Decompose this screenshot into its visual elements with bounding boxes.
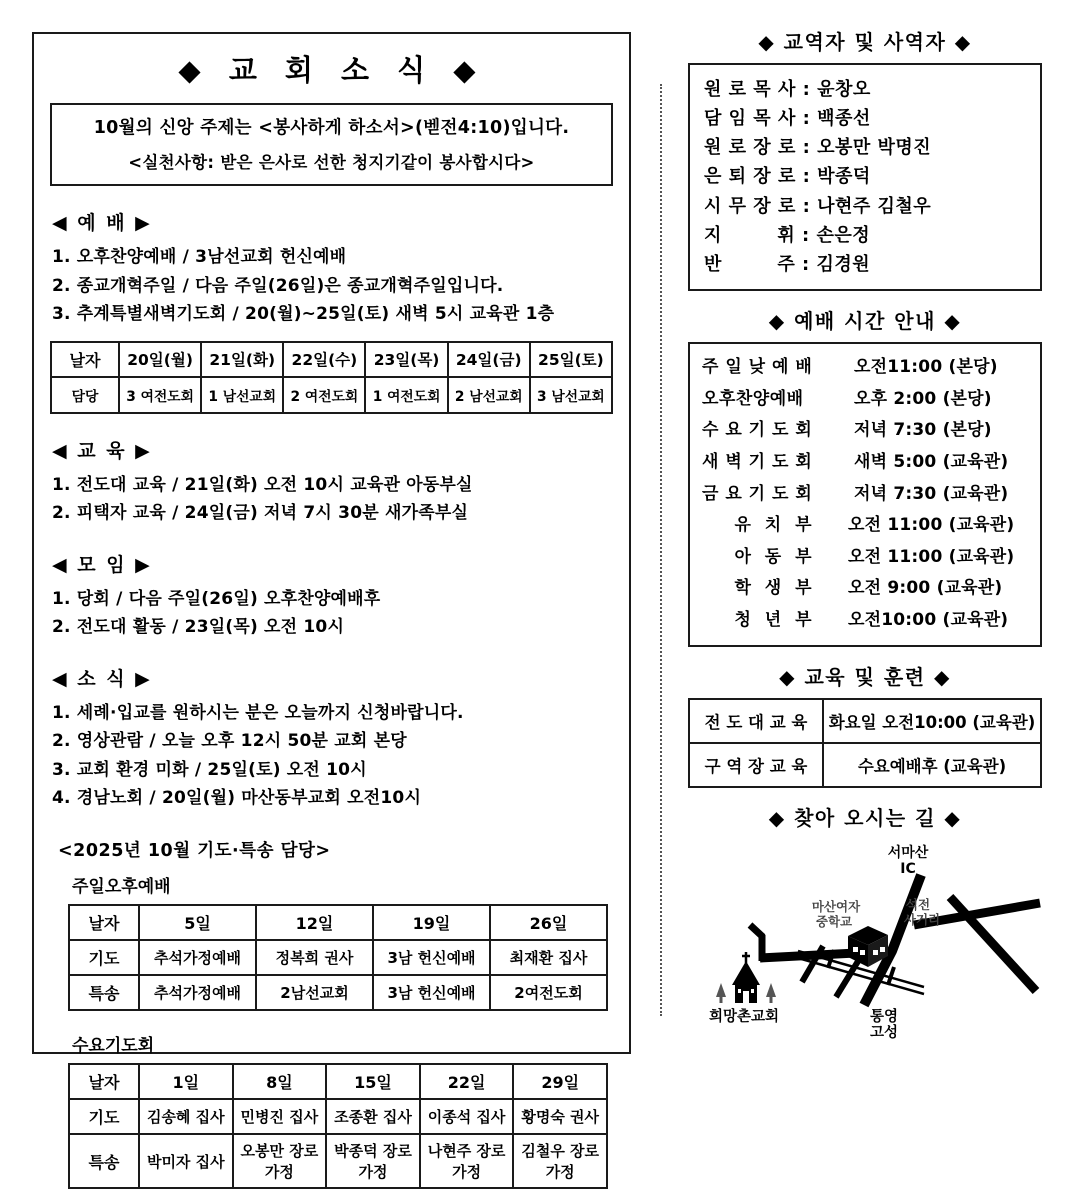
service-time: 오전 11:00 (교육관) — [848, 515, 1015, 536]
table-cell: 2여전도회 — [490, 975, 607, 1010]
list-item: 2. 피택자 교육 / 24일(금) 저녁 7시 30분 새가족부실 — [52, 503, 469, 524]
list-item: 2. 전도대 활동 / 23일(목) 오전 10시 — [52, 617, 345, 638]
table-cell: 19일 — [373, 905, 490, 940]
staff-row: 은 퇴 장 로 : 박종덕 — [704, 166, 871, 188]
column-divider — [660, 84, 662, 1016]
service-time: 오전10:00 (교육관) — [848, 609, 1009, 630]
table-cell: 날자 — [51, 342, 119, 377]
table-cell: 15일 — [326, 1064, 420, 1099]
fork-prong — [750, 925, 763, 937]
training-section-title: ◆ 교육 및 훈련 ◆ — [779, 664, 951, 689]
staff-row: 반 주 : 김경원 — [704, 253, 871, 275]
table-cell: 1 여전도회 — [365, 377, 447, 413]
table-cell: 추석가정예배 — [139, 975, 256, 1010]
map-label-south-2: 고성 — [869, 1024, 899, 1041]
list-item: 1. 전도대 교육 / 21일(화) 오전 10시 교육관 아동부실 — [52, 474, 473, 495]
table-cell: 2남선교회 — [256, 975, 373, 1010]
table-cell: 나현주 장로 가정 — [420, 1134, 514, 1188]
time-row — [702, 415, 1028, 447]
section-meeting-list — [50, 585, 613, 642]
service-name: 아 동 부 — [734, 546, 816, 567]
service-name: 유 치 부 — [734, 515, 816, 536]
list-item: 2. 종교개혁주일 / 다음 주일(26일)은 종교개혁주일입니다. — [52, 275, 504, 296]
table-cell: 날자 — [69, 905, 139, 940]
table-cell: 22일(수) — [283, 342, 365, 377]
table-cell: 29일 — [513, 1064, 607, 1099]
service-name: 청 년 부 — [734, 609, 816, 630]
service-time: 오전 9:00 (교육관) — [848, 578, 1003, 599]
map-canvas — [688, 839, 1040, 1077]
church-news-panel — [32, 32, 631, 1182]
table-row — [51, 377, 612, 413]
table-cell: 21일(화) — [201, 342, 283, 377]
table-cell: 8일 — [233, 1064, 327, 1099]
map-label-seokjeon-1: 석전 — [905, 896, 931, 912]
table-row — [689, 743, 1041, 787]
time-row — [702, 542, 1028, 574]
page-title: ◆ 교 회 소 식 ◆ — [178, 53, 485, 87]
tree-icon — [766, 983, 776, 997]
wednesday-prayer-label: 수요기도회 — [72, 1036, 155, 1057]
wednesday-duty-table — [68, 1063, 608, 1189]
table-cell: 날자 — [69, 1064, 139, 1099]
section-worship-list — [50, 243, 613, 329]
table-cell: 26일 — [490, 905, 607, 940]
staff-section-title: ◆ 교역자 및 사역자 ◆ — [758, 30, 972, 54]
table-cell: 24일(금) — [448, 342, 530, 377]
sunday-duty-table — [68, 904, 608, 1011]
section-education-heading: ◀ 교 육 ▶ — [52, 439, 152, 462]
table-cell: 구 역 장 교 육 — [689, 743, 823, 787]
dawn-prayer-duty-table — [50, 341, 613, 414]
table-cell: 기도 — [69, 940, 139, 975]
time-row — [702, 510, 1028, 542]
service-name: 오후찬양예배 — [702, 388, 804, 409]
table-cell: 2 남선교회 — [448, 377, 530, 413]
map-label-school-2: 중학교 — [815, 913, 853, 929]
table-cell: 3 남선교회 — [530, 377, 612, 413]
table-cell: 5일 — [139, 905, 256, 940]
tree-icon — [716, 983, 726, 997]
table-cell: 3 여전도회 — [119, 377, 201, 413]
table-row — [69, 1064, 607, 1099]
sunday-afternoon-label: 주일오후예배 — [72, 877, 171, 898]
service-name: 수 요 기 도 회 — [702, 420, 813, 441]
list-item: 1. 당회 / 다음 주일(26일) 오후찬양예배후 — [52, 588, 381, 609]
map-section-title: ◆ 찾아 오시는 길 ◆ — [768, 805, 962, 830]
list-item: 1. 세례·입교를 원하시는 분은 오늘까지 신청바랍니다. — [52, 702, 464, 723]
time-row — [702, 352, 1028, 384]
service-name: 학 생 부 — [734, 578, 816, 599]
list-item: 3. 교회 환경 미화 / 25일(토) 오전 10시 — [52, 759, 367, 780]
service-time: 저녁 7:30 (교육관) — [854, 483, 1009, 504]
table-cell: 22일 — [420, 1064, 514, 1099]
staff-row: 지 휘 : 손은정 — [704, 224, 871, 246]
time-row — [702, 447, 1028, 479]
table-cell: 12일 — [256, 905, 373, 940]
table-cell: 담당 — [51, 377, 119, 413]
service-time: 오전 11:00 (교육관) — [848, 546, 1015, 567]
section-worship-heading: ◀ 예 배 ▶ — [52, 212, 152, 234]
table-cell: 김송혜 집사 — [139, 1099, 233, 1134]
time-row — [702, 605, 1028, 637]
table-row — [69, 940, 607, 975]
table-cell: 김철우 장로 가정 — [513, 1134, 607, 1188]
map-label-seokjeon-2: 사거리 — [903, 911, 941, 927]
staff-row: 원 로 목 사 : 윤창오 — [704, 79, 871, 100]
table-cell: 오봉만 장로 가정 — [233, 1134, 327, 1188]
service-time: 오전11:00 (본당) — [854, 357, 998, 378]
times-section-title: ◆ 예배 시간 안내 ◆ — [768, 309, 962, 334]
table-cell: 25일(토) — [530, 342, 612, 377]
section-meeting-heading: ◀ 모 임 ▶ — [52, 553, 152, 576]
table-cell: 23일(목) — [365, 342, 447, 377]
table-row — [689, 699, 1041, 743]
table-cell: 황명숙 권사 — [513, 1099, 607, 1134]
table-cell: 3남 헌신예배 — [373, 975, 490, 1010]
theme-line-1: 10월의 신앙 주제는 <봉사하게 하소서>(벧전4:10)입니다. — [93, 118, 570, 138]
duty-section-title: <2025년 10월 기도·특송 담당> — [58, 841, 331, 862]
map-label-church: 희망촌교회 — [708, 1008, 780, 1025]
training-table — [688, 698, 1042, 788]
table-row — [69, 905, 607, 940]
table-cell: 20일(월) — [119, 342, 201, 377]
staff-box — [688, 63, 1042, 291]
table-cell: 2 여전도회 — [283, 377, 365, 413]
table-cell: 1일 — [139, 1064, 233, 1099]
info-panel — [688, 26, 1042, 1077]
table-cell: 정복희 권사 — [256, 940, 373, 975]
list-item: 2. 영상관람 / 오늘 오후 12시 50분 교회 본당 — [52, 731, 407, 752]
service-time: 새벽 5:00 (교육관) — [854, 451, 1009, 472]
service-name: 주 일 낮 예 배 — [702, 357, 813, 378]
service-time: 저녁 7:30 (본당) — [854, 420, 992, 441]
map-labels — [709, 844, 940, 1041]
section-news-heading: ◀ 소 식 ▶ — [52, 667, 152, 690]
table-cell: 특송 — [69, 975, 139, 1010]
table-row — [69, 975, 607, 1010]
list-item: 3. 추계특별새벽기도회 / 20(월)~25일(토) 새벽 5시 교육관 1층 — [52, 304, 555, 325]
table-row — [69, 1134, 607, 1188]
table-cell: 화요일 오전10:00 (교육관) — [823, 699, 1041, 743]
table-cell: 기도 — [69, 1099, 139, 1134]
table-cell: 이종석 집사 — [420, 1099, 514, 1134]
table-cell: 전 도 대 교 육 — [689, 699, 823, 743]
table-cell: 조종환 집사 — [326, 1099, 420, 1134]
map-label-south-1: 통영 — [869, 1008, 899, 1025]
staff-row: 원 로 장 로 : 오봉만 박명진 — [704, 137, 932, 159]
staff-row: 담 임 목 사 : 백종선 — [704, 108, 871, 130]
table-row — [51, 342, 612, 377]
monthly-theme-box — [50, 103, 613, 186]
service-time: 오후 2:00 (본당) — [854, 388, 992, 409]
staff-row: 시 무 장 로 : 나현주 김철우 — [704, 195, 932, 217]
map-label-ic: IC — [900, 860, 916, 877]
table-cell: 민병진 집사 — [233, 1099, 327, 1134]
table-row — [69, 1099, 607, 1134]
section-education-list — [50, 471, 613, 528]
list-item: 4. 경남노회 / 20일(월) 마산동부교회 오전10시 — [52, 788, 422, 809]
service-name: 금 요 기 도 회 — [702, 483, 813, 504]
table-cell: 박미자 집사 — [139, 1134, 233, 1188]
section-news-list — [50, 699, 613, 813]
theme-line-2: <실천사항: 받은 은사로 선한 청지기같이 봉사합시다> — [128, 153, 535, 172]
table-cell: 1 남선교회 — [201, 377, 283, 413]
table-cell: 수요예배후 (교육관) — [823, 743, 1041, 787]
table-cell: 특송 — [69, 1134, 139, 1188]
table-cell: 추석가정예배 — [139, 940, 256, 975]
directions-map — [688, 839, 1042, 1077]
list-item: 1. 오후찬양예배 / 3남선교회 헌신예배 — [52, 247, 347, 267]
worship-times-box — [688, 342, 1042, 646]
table-cell: 3남 헌신예배 — [373, 940, 490, 975]
service-name: 새 벽 기 도 회 — [702, 451, 813, 472]
map-label-school-1: 마산여자 — [811, 898, 861, 914]
time-row — [702, 479, 1028, 511]
map-label-seomasan: 서마산 — [887, 844, 929, 861]
table-cell: 최재환 집사 — [490, 940, 607, 975]
time-row — [702, 384, 1028, 416]
time-row — [702, 573, 1028, 605]
table-cell: 박종덕 장로 가정 — [326, 1134, 420, 1188]
